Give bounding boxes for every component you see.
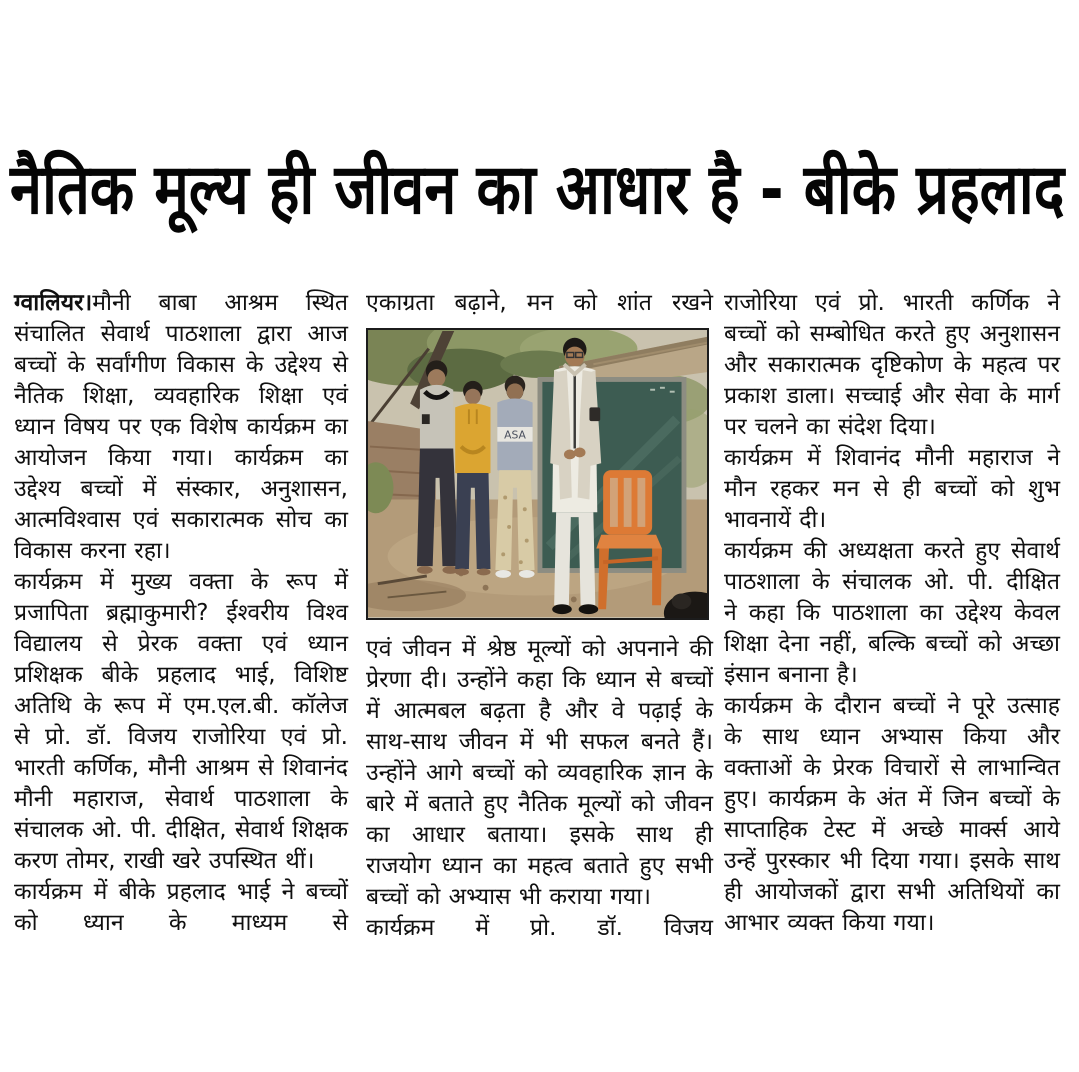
headline <box>10 146 1070 278</box>
body-paragraph: कार्यक्रम की अध्यक्षता करते हुए सेवार्थ पाठशाला के संचालक ओ. पी. दीक्षित ने कहा कि पाठशाला का उद्देश्य केवल शिक्षा देना नहीं, बल्कि बच्चों को अच्छा इंसान बनाना है। <box>724 538 1060 688</box>
body-paragraph: एवं जीवन में श्रेष्ठ मूल्यों को अपनाने की प्रेरणा दी। उन्होंने कहा कि ध्यान से बच्चों में आत्मबल बढ़ता है और वे पढ़ाई के साथ-साथ जीवन में भी सफल बनते हैं। उन्होंने आगे बच्चों को व्यवहारिक ज्ञान के बारे में बताते हुए नैतिक मूल्यों को जीवन का आधार बताया। इसके साथ ही राजयोग ध्यान का महत्व बताते हुए सभी बच्चों को अभ्यास भी कराया गया। <box>366 636 713 910</box>
body-paragraph: राजोरिया एवं प्रो. भारती कर्णिक ने बच्चों को सम्बोधित करते हुए अनुशासन और सकारात्मक दृष्टिकोण के महत्व पर प्रकाश डाला। सच्चाई और सेवा के मार्ग पर चलने का संदेश दिया। <box>724 290 1060 440</box>
body-paragraph: कार्यक्रम में मुख्य वक्ता के रूप में प्रजापिता ब्रह्माकुमारी? ईश्वरीय विश्व विद्यालय से प्रेरक वक्ता एवं ध्यान प्रशिक्षक बीके प्रहलाद भाई, विशिष्ट अतिथि के रूप में एम.एल.बी. कॉलेज से प्रो. डॉ. विजय राजोरिया एवं प्रो. भारती कर्णिक, मौनी आश्रम से शिवानंद मौनी महाराज, सेवार्थ पाठशाला के संचालक ओ. पी. दीक्षित, सेवार्थ शिक्षक करण तोमर, राखी खरे उपस्थित थीं। <box>14 569 348 874</box>
body-paragraph: कार्यक्रम में शिवानंद मौनी महाराज ने मौन रहकर मन से ही बच्चों को शुभ भावनायें दी। <box>724 445 1060 533</box>
dateline: ग्वालियर। <box>14 290 93 316</box>
headline-text: नैतिक मूल्य ही जीवन का आधार है - बीके प्रहलाद <box>10 148 1065 230</box>
body-paragraph: कार्यक्रम में बीके प्रहलाद भाई ने बच्चों को ध्यान के माध्यम से <box>14 879 348 936</box>
article-column-1 <box>14 288 348 939</box>
body-paragraph: कार्यक्रम में प्रो. डॉ. विजय <box>366 915 713 941</box>
body-paragraph: एकाग्रता बढ़ाने, मन को शांत रखने <box>366 290 713 316</box>
body-paragraph <box>14 288 348 567</box>
article-column-3 <box>724 288 1060 939</box>
photo-scene <box>366 328 709 620</box>
article-column-2 <box>366 288 713 944</box>
article-photo <box>366 328 709 620</box>
body-paragraph: कार्यक्रम के दौरान बच्चों ने पूरे उत्साह के साथ ध्यान अभ्यास किया और वक्ताओं के प्रेरक विचारों से लाभान्वित हुए। कार्यक्रम के अंत में जिन बच्चों के साप्ताहिक टेस्ट में अच्छे मार्क्स आये उन्हें पुरस्कार भी दिया गया। इसके साथ ही आयोजकों द्वारा सभी अतिथियों का आभार व्यक्त किया गया। <box>724 693 1060 936</box>
paragraph-text: मौनी बाबा आश्रम स्थित संचालित सेवार्थ पाठशाला द्वारा आज बच्चों के सर्वांगीण विकास के उद्देश्य से नैतिक शिक्षा, व्यवहारिक शिक्षा एवं ध्यान विषय पर एक विशेष कार्यक्रम का आयोजन किया गया। कार्यक्रम का उद्देश्य बच्चों में संस्कार, अनुशासन, आत्मविश्वास एवं सकारात्मक सोच का विकास करना रहा। <box>14 290 348 564</box>
sweatshirt-label: ASA <box>504 428 526 442</box>
